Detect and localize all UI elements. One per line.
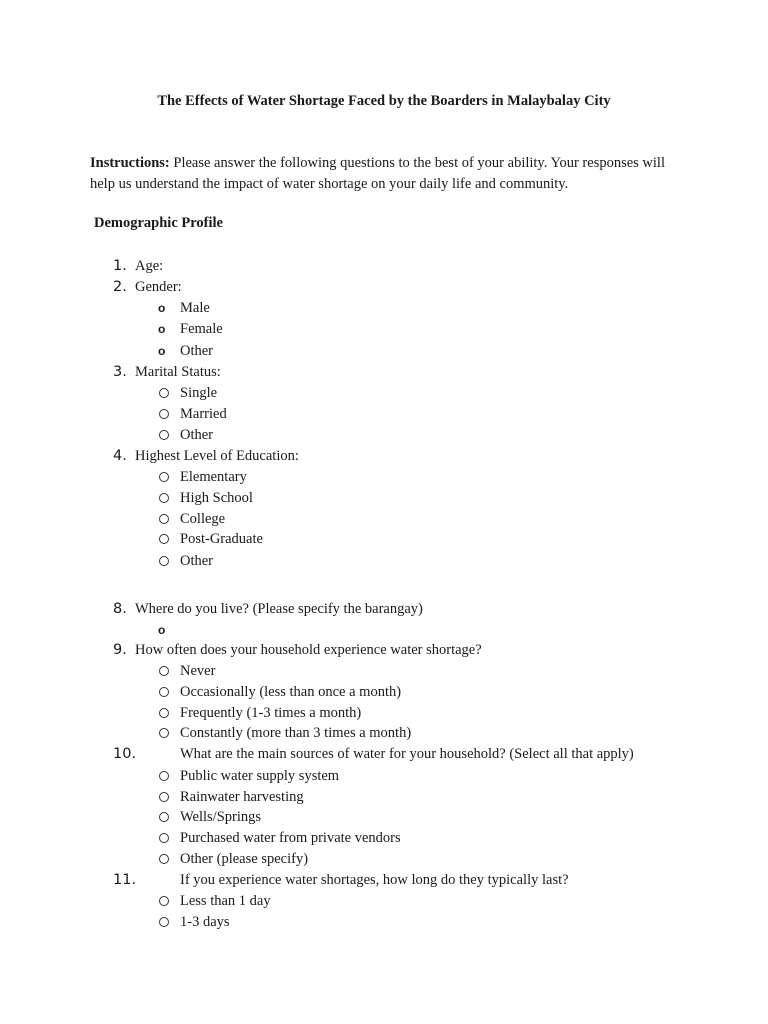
q4-text: Highest Level of Education: (135, 448, 299, 464)
q9-number: 9. (113, 642, 127, 658)
radio-circle-icon[interactable] (159, 792, 169, 802)
q1-number: 1. (113, 258, 127, 274)
instructions-paragraph (90, 153, 680, 195)
q2-option-female[interactable]: Female (180, 321, 223, 337)
q11-number: 11. (113, 872, 137, 888)
q1-text: Age: (135, 258, 164, 274)
q10-text: What are the main sources of water for your household? (Select all that apply) (180, 746, 634, 762)
q4-option-high-school[interactable]: High School (180, 490, 253, 506)
q3-option-single[interactable]: Single (180, 385, 218, 401)
q10-option-other[interactable]: Other (please specify) (180, 851, 309, 867)
radio-circle-icon[interactable] (159, 833, 169, 843)
q10-option-public-water[interactable]: Public water supply system (180, 768, 340, 784)
bullet-o-icon: o (158, 322, 166, 336)
q9-option-frequently[interactable]: Frequently (1-3 times a month) (180, 705, 362, 721)
radio-circle-icon[interactable] (159, 409, 169, 419)
q3-option-other[interactable]: Other (180, 427, 214, 443)
q8-text: Where do you live? (Please specify the barangay) (135, 601, 423, 617)
radio-circle-icon[interactable] (159, 896, 169, 906)
section-heading-demographic: Demographic Profile (94, 215, 223, 231)
radio-circle-icon[interactable] (159, 388, 169, 398)
bullet-o-icon: o (158, 344, 166, 358)
q9-text: How often does your household experience water shortage? (135, 642, 482, 658)
q9-option-constantly[interactable]: Constantly (more than 3 times a month) (180, 725, 412, 741)
radio-circle-icon[interactable] (159, 534, 169, 544)
q3-text: Marital Status: (135, 364, 221, 380)
q2-text: Gender: (135, 279, 182, 295)
q2-option-male[interactable]: Male (180, 300, 210, 316)
radio-circle-icon[interactable] (159, 771, 169, 781)
q4-option-other[interactable]: Other (180, 553, 214, 569)
q10-option-purchased[interactable]: Purchased water from private vendors (180, 830, 401, 846)
q11-text: If you experience water shortages, how long do they typically last? (180, 872, 569, 888)
q11-option-1-3-days[interactable]: 1-3 days (180, 914, 230, 930)
radio-circle-icon[interactable] (159, 514, 169, 524)
q9-option-never[interactable]: Never (180, 663, 216, 679)
q4-number: 4. (113, 448, 127, 464)
radio-circle-icon[interactable] (159, 493, 169, 503)
radio-circle-icon[interactable] (159, 666, 169, 676)
document-title: The Effects of Water Shortage Faced by the Boarders in Malaybalay City (157, 93, 611, 109)
q10-option-rainwater[interactable]: Rainwater harvesting (180, 789, 304, 805)
radio-circle-icon[interactable] (159, 917, 169, 927)
q10-number: 10. (113, 746, 137, 762)
q8-number: 8. (113, 601, 127, 617)
bullet-o-icon: o (158, 301, 166, 315)
radio-circle-icon[interactable] (159, 687, 169, 697)
q2-option-other[interactable]: Other (180, 343, 214, 359)
bullet-o-icon: o (158, 623, 166, 637)
radio-circle-icon[interactable] (159, 854, 169, 864)
q4-option-post-graduate[interactable]: Post-Graduate (180, 531, 263, 547)
instructions-text: Please answer the following questions to the best of your ability. Your responses will help us understand the impact of water shortage on your daily life and community. (90, 155, 665, 192)
radio-circle-icon[interactable] (159, 430, 169, 440)
q4-option-college[interactable]: College (180, 511, 226, 527)
q11-option-less-than-1-day[interactable]: Less than 1 day (180, 893, 271, 909)
radio-circle-icon[interactable] (159, 556, 169, 566)
instructions-label: Instructions: (90, 155, 170, 171)
q9-option-occasionally[interactable]: Occasionally (less than once a month) (180, 684, 402, 700)
q4-option-elementary[interactable]: Elementary (180, 469, 247, 485)
radio-circle-icon[interactable] (159, 472, 169, 482)
q2-number: 2. (113, 279, 127, 295)
q10-option-wells-springs[interactable]: Wells/Springs (180, 809, 262, 825)
radio-circle-icon[interactable] (159, 708, 169, 718)
radio-circle-icon[interactable] (159, 728, 169, 738)
q3-number: 3. (113, 364, 127, 380)
q3-option-married[interactable]: Married (180, 406, 227, 422)
radio-circle-icon[interactable] (159, 812, 169, 822)
